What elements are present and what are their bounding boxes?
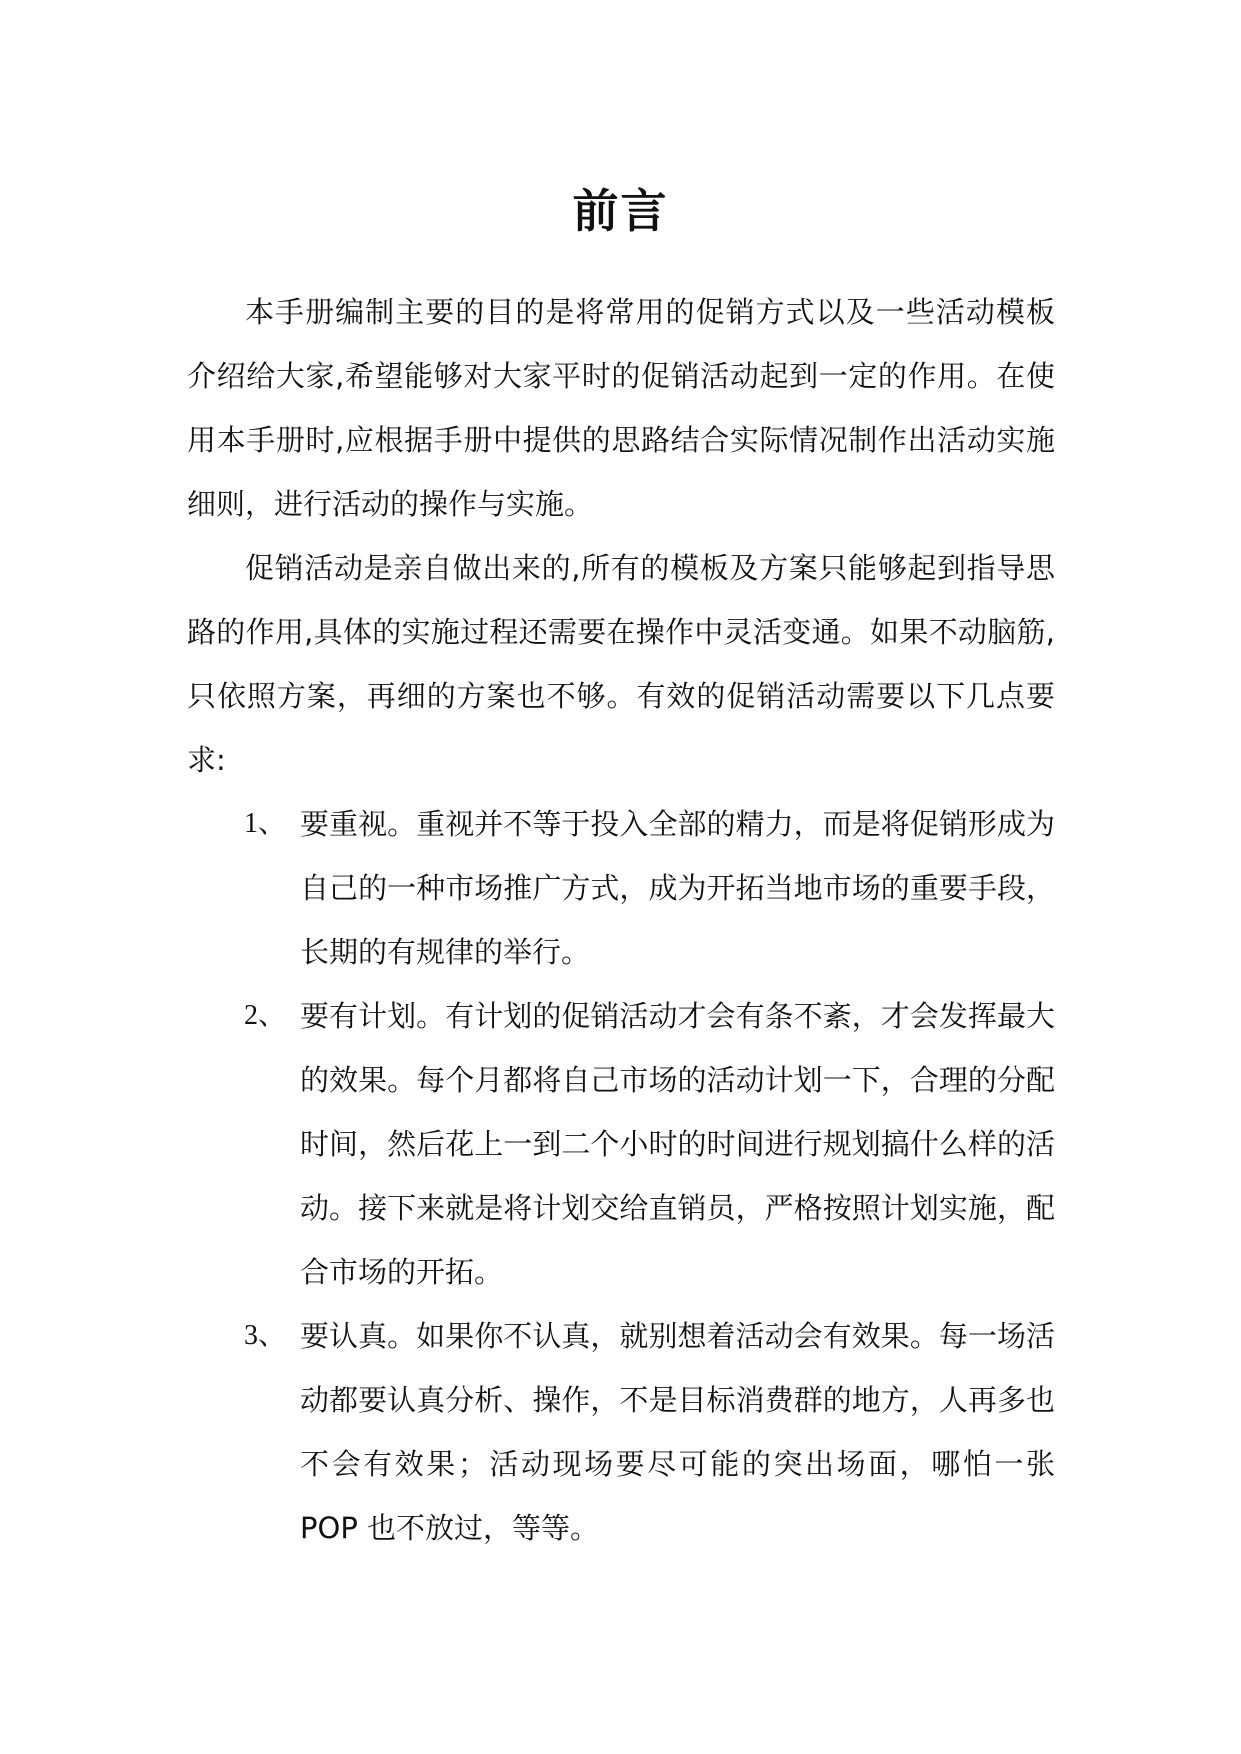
page-title: 前言 bbox=[572, 183, 669, 238]
list-item-text: 要认真。如果你不认真，就别想着活动会有效果。每一场活动都要认真分析、操作，不是目标消费群的地方，人再多也不会有效果；活动现场要尽可能的突出场面，哪怕一张 POP 也不放过，等等。 bbox=[300, 1319, 1055, 1545]
list-item-number: 2、 bbox=[244, 1000, 287, 1031]
intro-paragraph: 本手册编制主要的目的是将常用的促销方式以及一些活动模板介绍给大家,希望能够对大家平时的促销活动起到一定的作用。在使用本手册时,应根据手册中提供的思路结合实际情况制作出活动实施细则，进行活动的操作与实施。 bbox=[187, 295, 1055, 521]
list-item-number: 3、 bbox=[244, 1320, 287, 1351]
list-item bbox=[187, 792, 1055, 984]
list-item-text: 要重视。重视并不等于投入全部的精力，而是将促销形成为自己的一种市场推广方式，成为开拓当地市场的重要手段，长期的有规律的举行。 bbox=[300, 807, 1055, 969]
list-item bbox=[187, 1304, 1055, 1560]
list-item-number: 1、 bbox=[244, 808, 287, 839]
promotion-paragraph: 促销活动是亲自做出来的,所有的模板及方案只能够起到指导思路的作用,具体的实施过程还需要在操作中灵活变通。如果不动脑筋,只依照方案，再细的方案也不够。有效的促销活动需要以下几点要求: bbox=[187, 551, 1055, 777]
requirements-list bbox=[187, 792, 1055, 1560]
list-item-text: 要有计划。有计划的促销活动才会有条不紊，才会发挥最大的效果。每个月都将自己市场的活动计划一下，合理的分配时间，然后花上一到二个小时的时间进行规划搞什么样的活动。接下来就是将计划交给直销员，严格按照计划实施，配合市场的开拓。 bbox=[300, 999, 1055, 1289]
document-body bbox=[187, 280, 1055, 1560]
list-item bbox=[187, 984, 1055, 1304]
